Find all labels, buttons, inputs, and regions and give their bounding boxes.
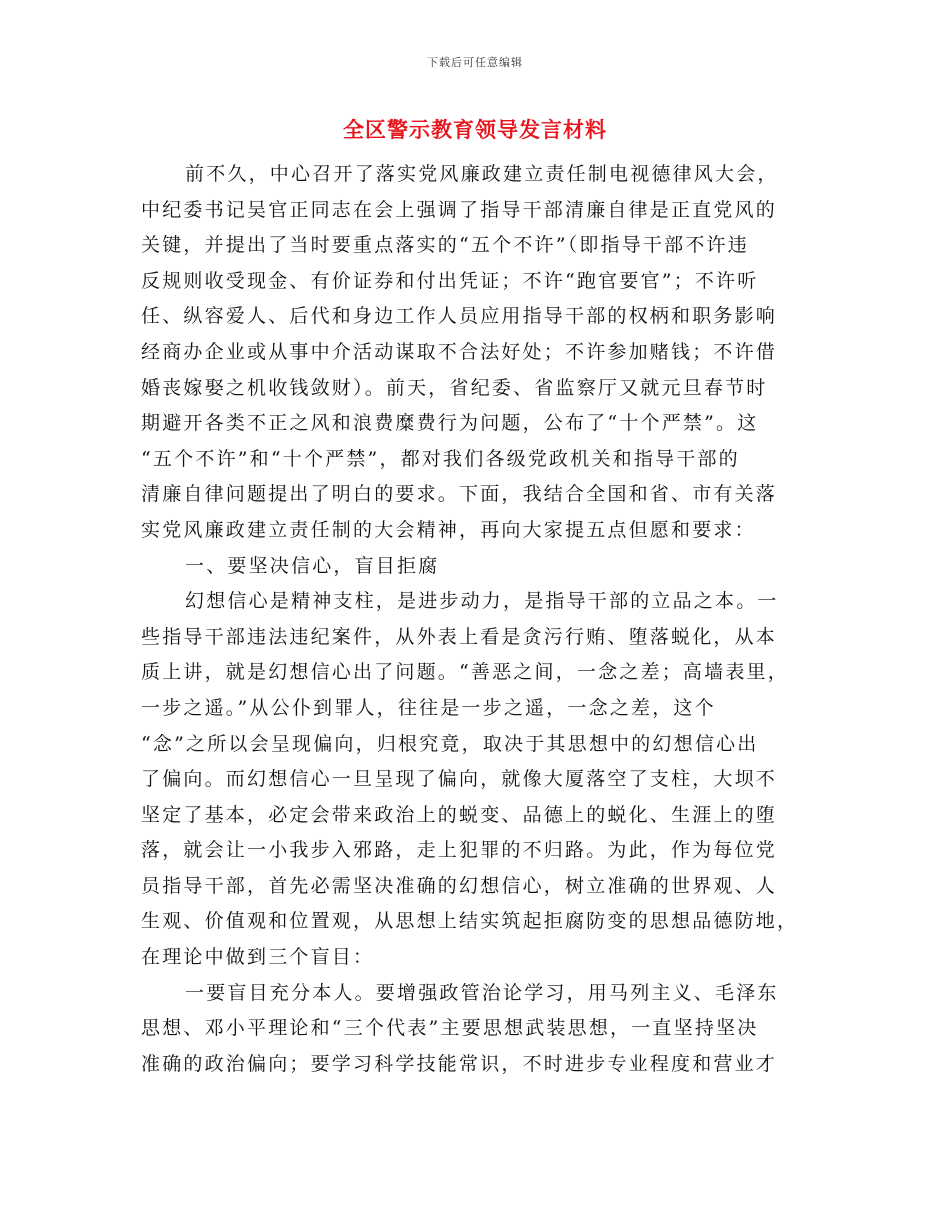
body-line: 婚丧嫁娶之机收钱敛财）。前天，省纪委、省监察厅又就元旦春节时 (141, 376, 768, 399)
body-line: 反规则收受现金、有价证券和付出凭证；不许“跑官要官”；不许听 (141, 269, 759, 292)
header-note: 下载后可任意编辑 (427, 56, 523, 69)
body-line: 生观、价值观和位置观，从思想上结实筑起拒腐防变的思想品德防地， (141, 910, 799, 933)
body-line: 思想、邓小平理论和“三个代表”主要思想武装思想，一直坚持坚决 (141, 1017, 759, 1040)
body-line: 中纪委书记吴官正同志在会上强调了指导干部清廉自律是正直党风的 (141, 198, 778, 221)
body-line: 了偏向。而幻想信心一旦呈现了偏向，就像大厦落空了支柱，大坝不 (141, 768, 778, 791)
body-line: “五个不许”和“十个严禁”，都对我们各级党政机关和指导干部的 (141, 447, 740, 470)
body-line: 质上讲，就是幻想信心出了问题。“善恶之间，一念之差；高墙表里， (141, 661, 789, 684)
body-line: 一步之遥。”从公仆到罪人，往往是一步之遥，一念之差，这个 (141, 696, 716, 719)
document-title: 全区警示教育领导发言材料 (343, 117, 607, 142)
body-line: 准确的政治偏向；要学习科学技能常识，不时进步专业程度和营业才 (141, 1052, 778, 1075)
body-line: 实党风廉政建立责任制的大会精神，再向大家提五点但愿和要求： (141, 518, 756, 541)
body-line: 期避开各类不正之风和浪费糜费行为问题，公布了“十个严禁”。这 (141, 412, 759, 435)
body-line: 落，就会让一小我步入邪路，走上犯罪的不归路。为此，作为每位党 (141, 839, 778, 862)
body-line: 在理论中做到三个盲目： (141, 946, 375, 969)
body-line: “念”之所以会呈现偏向，归根究竟，取决于其思想中的幻想信心出 (141, 732, 759, 755)
document-body (141, 157, 811, 1082)
body-line: 些指导干部违法违纪案件，从外表上看是贪污行贿、堕落蜕化，从本 (141, 625, 778, 648)
body-line: 前不久，中心召开了落实党风廉政建立责任制电视德律风大会， (185, 163, 779, 185)
body-line: 经商办企业或从事中介活动谋取不合法好处；不许参加赌钱；不许借 (141, 340, 778, 363)
body-line: 清廉自律问题提出了明白的要求。下面，我结合全国和省、市有关落 (141, 483, 778, 506)
body-line: 坚定了基本，必定会带来政治上的蜕变、品德上的蜕化、生涯上的堕 (141, 803, 778, 826)
body-line: 员指导干部，首先必需坚决准确的幻想信心，树立准确的世界观、人 (141, 874, 778, 897)
body-line: 一、要坚决信心，盲目拒腐 (185, 554, 440, 577)
body-line: 任、纵容爱人、后代和身边工作人员应用指导干部的权柄和职务影响 (141, 305, 778, 328)
body-line: 一要盲目充分本人。要增强政管治论学习，用马列主义、毛泽东 (185, 981, 779, 1004)
body-line: 关键，并提出了当时要重点落实的“五个不许”（即指导干部不许违 (141, 234, 749, 257)
body-line: 幻想信心是精神支柱，是进步动力，是指导干部的立品之本。一 (185, 590, 779, 613)
